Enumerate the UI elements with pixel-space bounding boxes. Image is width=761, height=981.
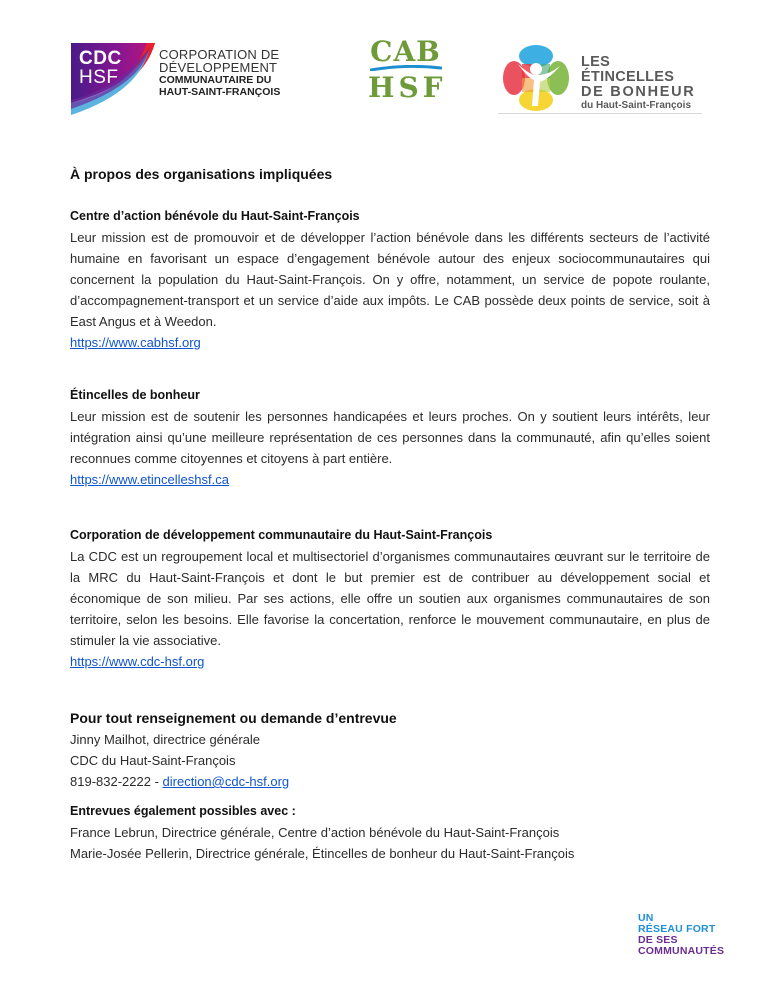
org-description: Leur mission est de promouvoir et de développer l’action bénévole dans les différents secteurs de l’activité humaine en favorisant un espace d’engagement bénévole autour des enjeux sociocommunautaires qui concernent la population du Haut-Saint-François. On y offre, notamment, un service de popote roulante, d’accompagnement-transport et un service d’aide aux impôts. Le CAB possède deux points de service, soit à East Angus et à Weedon. bbox=[70, 230, 710, 329]
org-section-cdc bbox=[70, 525, 710, 672]
contact-phone: 819-832-2222 - bbox=[70, 774, 163, 789]
interview-person: France Lebrun, Directrice générale, Centre d’action bénévole du Haut-Saint-François bbox=[70, 825, 560, 840]
slogan-line-2: RÉSEAU FORT bbox=[638, 923, 716, 935]
document-body bbox=[70, 164, 710, 864]
slogan-line-3: DE SES bbox=[638, 934, 678, 946]
clover-heart-icon bbox=[500, 42, 572, 114]
interview-person: Marie-Josée Pellerin, Directrice générale, Étincelles de bonheur du Haut-Saint-François bbox=[70, 846, 575, 861]
etincelles-line3: du Haut-Saint-François bbox=[581, 100, 692, 111]
cdc-hsf-logo bbox=[71, 43, 281, 115]
etincelles-logo bbox=[500, 42, 702, 114]
cdc-word-3: COMMUNAUTAIRE DU bbox=[159, 74, 272, 86]
org-section-cab bbox=[70, 206, 710, 353]
contact-phone-email-line bbox=[70, 771, 710, 792]
interviews-heading: Entrevues également possibles avec : bbox=[70, 804, 296, 818]
cdc-badge-graphic bbox=[71, 43, 155, 115]
contact-name: Jinny Mailhot, directrice générale bbox=[70, 732, 261, 747]
cdc-badge-line2: HSF bbox=[79, 67, 119, 88]
cdc-word-2: DÉVELOPPEMENT bbox=[159, 60, 278, 75]
cab-logo-top: CAB bbox=[370, 35, 441, 68]
slogan-line-1: UN bbox=[638, 912, 654, 924]
cdc-word-4: HAUT-SAINT-FRANÇOIS bbox=[159, 86, 281, 98]
org-name: Corporation de développement communautaire du Haut-Saint-François bbox=[70, 528, 493, 542]
cdc-badge-line1: CDC bbox=[79, 48, 122, 69]
org-website-link[interactable]: https://www.cdc-hsf.org bbox=[70, 654, 205, 669]
org-section-etincelles bbox=[70, 385, 710, 490]
contact-email-link[interactable]: direction@cdc-hsf.org bbox=[162, 774, 290, 789]
contact-heading: Pour tout renseignement ou demande d’entrevue bbox=[70, 710, 397, 726]
footer-slogan bbox=[638, 913, 724, 957]
org-name: Centre d’action bénévole du Haut-Saint-François bbox=[70, 209, 360, 223]
org-website-link[interactable]: https://www.cabhsf.org bbox=[70, 335, 201, 350]
interviews-section bbox=[70, 801, 710, 864]
etincelles-divider bbox=[498, 113, 702, 114]
contact-section bbox=[70, 708, 710, 792]
cdc-word-1: CORPORATION DE bbox=[159, 47, 280, 62]
header-logos bbox=[0, 0, 761, 130]
org-website-link[interactable]: https://www.etincelleshsf.ca bbox=[70, 472, 229, 487]
org-description: Leur mission est de soutenir les personnes handicapées et leurs proches. On y soutient leurs intérêts, leur intégration ainsi qu’une meilleure représentation de ces personnes dans la communauté, afin qu’elles soient reconnues comme citoyennes et citoyens à part entière. bbox=[70, 409, 710, 466]
cab-hsf-logo bbox=[368, 35, 447, 112]
contact-organization: CDC du Haut-Saint-François bbox=[70, 753, 236, 768]
page-title: À propos des organisations impliquées bbox=[70, 166, 333, 182]
cab-logo-bottom: HSF bbox=[368, 71, 447, 104]
etincelles-line2: DE BONHEUR bbox=[581, 84, 696, 100]
slogan-line-4: COMMUNAUTÉS bbox=[638, 945, 725, 957]
org-name: Étincelles de bonheur bbox=[70, 388, 200, 402]
org-description: La CDC est un regroupement local et multisectoriel d’organismes communautaires œuvrant sur le territoire de la MRC du Haut-Saint-François et dont le but premier est de contribuer au développement social et économique de son milieu. Par ses actions, elle offre un soutien aux organismes communautaires de son territoire, selon les besoins. Elle favorise la concertation, renforce le mouvement communautaire, en plus de stimuler la vie associative. bbox=[70, 549, 710, 648]
etincelles-line1: LES ÉTINCELLES bbox=[581, 54, 675, 85]
